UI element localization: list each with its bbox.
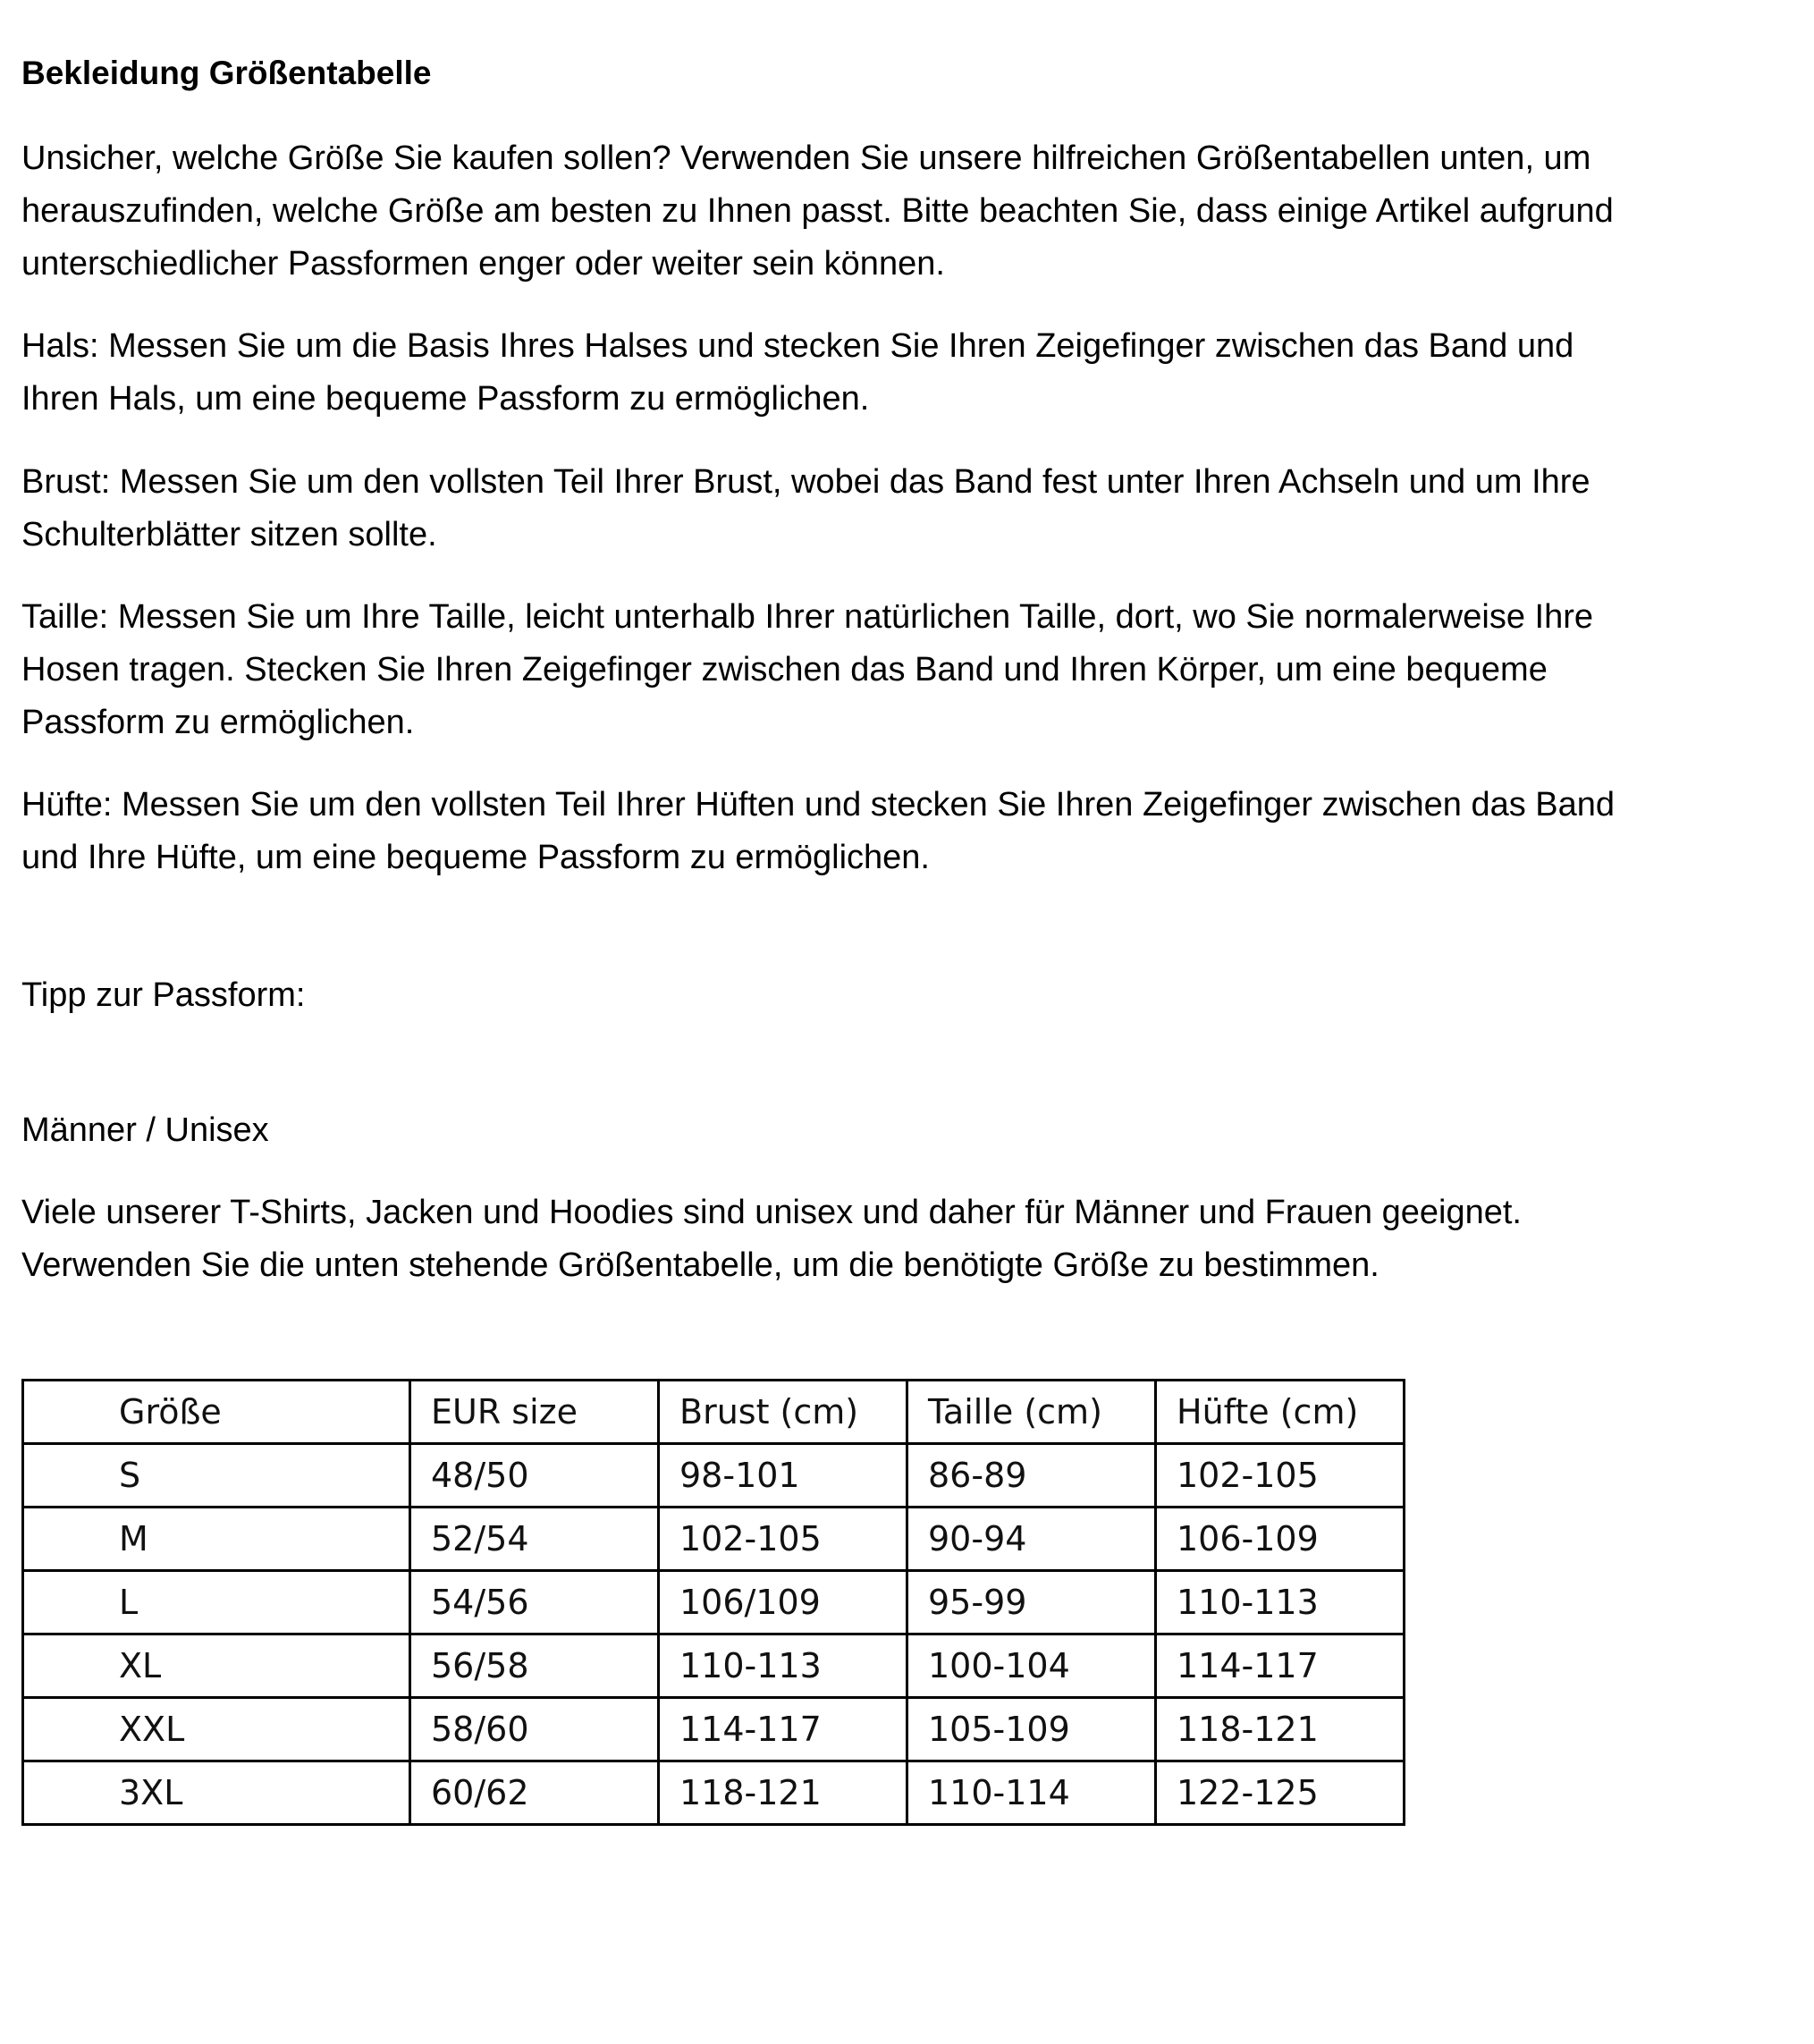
table-cell: 105-109	[907, 1698, 1156, 1761]
table-cell: S	[23, 1444, 410, 1508]
hals-line: Hals: Messen Sie um die Basis Ihres Halses und stecken Sie Ihren Zeigefinger zwischen das Band und	[21, 327, 1574, 365]
intro-line: herauszufinden, welche Größe am besten zu Ihnen passt. Bitte beachten Sie, dass einige Artikel aufgrund	[21, 192, 1614, 230]
table-cell: 86-89	[907, 1444, 1156, 1508]
table-cell: 110-113	[659, 1634, 907, 1698]
table-row	[23, 1761, 1405, 1825]
table-cell: 114-117	[1156, 1634, 1405, 1698]
table-cell: 102-105	[1156, 1444, 1405, 1508]
table-cell: 3XL	[23, 1761, 410, 1825]
unisex-line: Verwenden Sie die unten stehende Größentabelle, um die benötigte Größe zu bestimmen.	[21, 1246, 1379, 1284]
header-huefte: Hüfte (cm)	[1156, 1381, 1405, 1444]
header-groesse: Größe	[23, 1381, 410, 1444]
table-cell: 110-114	[907, 1761, 1156, 1825]
tipp-text: Tipp zur Passform:	[21, 976, 306, 1014]
table-cell: 95-99	[907, 1571, 1156, 1634]
size-table	[21, 1379, 1405, 1826]
table-cell: 118-121	[659, 1761, 907, 1825]
table-cell: 52/54	[410, 1508, 659, 1571]
table-row	[23, 1571, 1405, 1634]
taille-paragraph	[21, 591, 1774, 749]
huefte-paragraph	[21, 779, 1774, 884]
table-cell: 118-121	[1156, 1698, 1405, 1761]
section-heading	[21, 1104, 1774, 1157]
unisex-paragraph	[21, 1187, 1774, 1292]
table-cell: 114-117	[659, 1698, 907, 1761]
table-cell: 58/60	[410, 1698, 659, 1761]
table-cell: L	[23, 1571, 410, 1634]
intro-line: unterschiedlicher Passformen enger oder weiter sein können.	[21, 245, 945, 283]
taille-line: Hosen tragen. Stecken Sie Ihren Zeigefinger zwischen das Band und Ihren Körper, um eine bequeme	[21, 651, 1548, 688]
huefte-line: Hüfte: Messen Sie um den vollsten Teil Ihrer Hüften und stecken Sie Ihren Zeigefinger zwischen das Band	[21, 786, 1616, 824]
page-title: Bekleidung Größentabelle	[21, 55, 432, 91]
table-row	[23, 1508, 1405, 1571]
table-cell: 110-113	[1156, 1571, 1405, 1634]
intro-line: Unsicher, welche Größe Sie kaufen sollen? Verwenden Sie unsere hilfreichen Größentabellen unten, um	[21, 139, 1591, 177]
table-row	[23, 1634, 1405, 1698]
table-row	[23, 1698, 1405, 1761]
section-heading-text: Männer / Unisex	[21, 1111, 269, 1149]
table-cell: 100-104	[907, 1634, 1156, 1698]
table-row	[23, 1444, 1405, 1508]
table-cell: 122-125	[1156, 1761, 1405, 1825]
table-cell: 56/58	[410, 1634, 659, 1698]
brust-paragraph	[21, 456, 1774, 562]
unisex-line: Viele unserer T-Shirts, Jacken und Hoodies sind unisex und daher für Männer und Frauen geeignet.	[21, 1194, 1522, 1231]
table-cell: M	[23, 1508, 410, 1571]
table-cell: 102-105	[659, 1508, 907, 1571]
table-header-row	[23, 1381, 1405, 1444]
table-cell: XXL	[23, 1698, 410, 1761]
taille-line: Taille: Messen Sie um Ihre Taille, leicht unterhalb Ihrer natürlichen Taille, dort, wo Sie normalerweise Ihre	[21, 598, 1594, 636]
table-cell: 90-94	[907, 1508, 1156, 1571]
header-taille: Taille (cm)	[907, 1381, 1156, 1444]
hals-line: Ihren Hals, um eine bequeme Passform zu ermöglichen.	[21, 380, 870, 418]
huefte-line: und Ihre Hüfte, um eine bequeme Passform zu ermöglichen.	[21, 839, 930, 876]
table-cell: 106-109	[1156, 1508, 1405, 1571]
brust-line: Brust: Messen Sie um den vollsten Teil Ihrer Brust, wobei das Band fest unter Ihren Achseln und um Ihre	[21, 463, 1590, 501]
hals-paragraph	[21, 320, 1774, 426]
taille-line: Passform zu ermöglichen.	[21, 704, 415, 741]
intro-paragraph	[21, 132, 1774, 291]
tipp-heading	[21, 969, 1774, 1022]
table-cell: 106/109	[659, 1571, 907, 1634]
table-cell: 48/50	[410, 1444, 659, 1508]
table-cell: 98-101	[659, 1444, 907, 1508]
table-cell: XL	[23, 1634, 410, 1698]
header-brust: Brust (cm)	[659, 1381, 907, 1444]
header-eur-size: EUR size	[410, 1381, 659, 1444]
table-cell: 60/62	[410, 1761, 659, 1825]
table-cell: 54/56	[410, 1571, 659, 1634]
brust-line: Schulterblätter sitzen sollte.	[21, 516, 437, 553]
